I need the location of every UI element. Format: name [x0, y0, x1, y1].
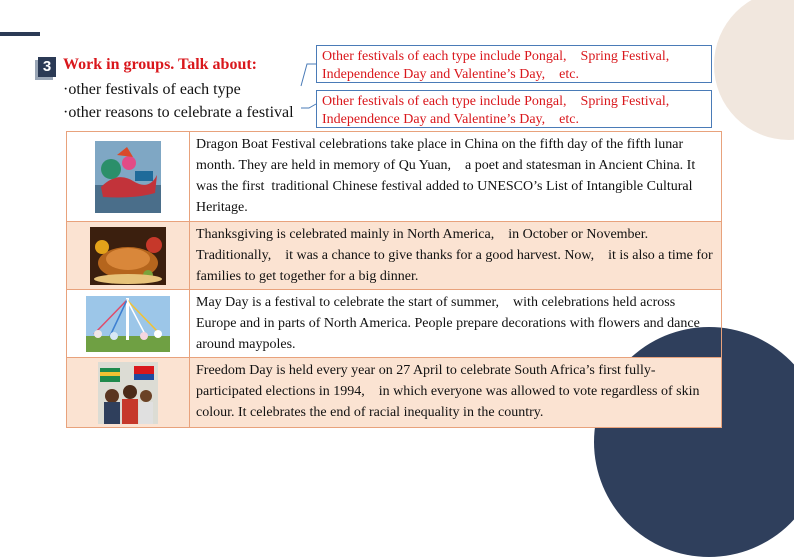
- bullet-other-festivals: ·other festivals of each type: [63, 81, 241, 98]
- festival-table: [66, 131, 722, 428]
- answer-callout-2: Other festivals of each type include Pongal, Spring Festival, Independence Day and Valentine’s Day, etc.: [316, 90, 712, 128]
- festival-description: Thanksgiving is celebrated mainly in North America, in October or November. Traditionally, it was a chance to give thanks for a good harvest. Now, it is also a time for families to get together for a big dinner.: [196, 227, 713, 284]
- table-row: [66, 132, 722, 222]
- dragon-boat-photo: [95, 141, 161, 213]
- table-row: [66, 222, 722, 290]
- image-cell: [67, 290, 190, 357]
- may-day-photo: [86, 296, 170, 352]
- image-cell: [67, 132, 190, 221]
- table-row: [66, 358, 722, 428]
- festival-description: Freedom Day is held every year on 27 April to celebrate South Africa’s first fully-participated elections in 1994, in which everyone was allowed to vote regardless of skin colour. It celebrates the end of racial inequality in the country.: [196, 363, 700, 420]
- task-title: Work in groups. Talk about:: [63, 56, 258, 73]
- task-number-badge: 3: [38, 57, 56, 77]
- answer-callout-1: Other festivals of each type include Pongal, Spring Festival, Independence Day and Valentine’s Day, etc.: [316, 45, 712, 83]
- thanksgiving-photo: [90, 227, 166, 285]
- image-cell: [67, 358, 190, 427]
- festival-description: May Day is a festival to celebrate the start of summer, with celebrations held across Europe and in parts of North America. People prepare decorations with flowers and dance around maypoles.: [196, 295, 700, 352]
- festival-description: Dragon Boat Festival celebrations take place in China on the fifth day of the fifth lunar month. They are held in memory of Qu Yuan, a poet and statesman in Ancient China. It was the first traditional Chinese festival added to UNESCO’s List of Intangible Cultural Heritage.: [196, 137, 696, 215]
- freedom-day-photo: [98, 362, 158, 424]
- image-cell: [67, 222, 190, 289]
- table-row: [66, 290, 722, 358]
- bullet-other-reasons: ·other reasons to celebrate a festival: [63, 104, 294, 121]
